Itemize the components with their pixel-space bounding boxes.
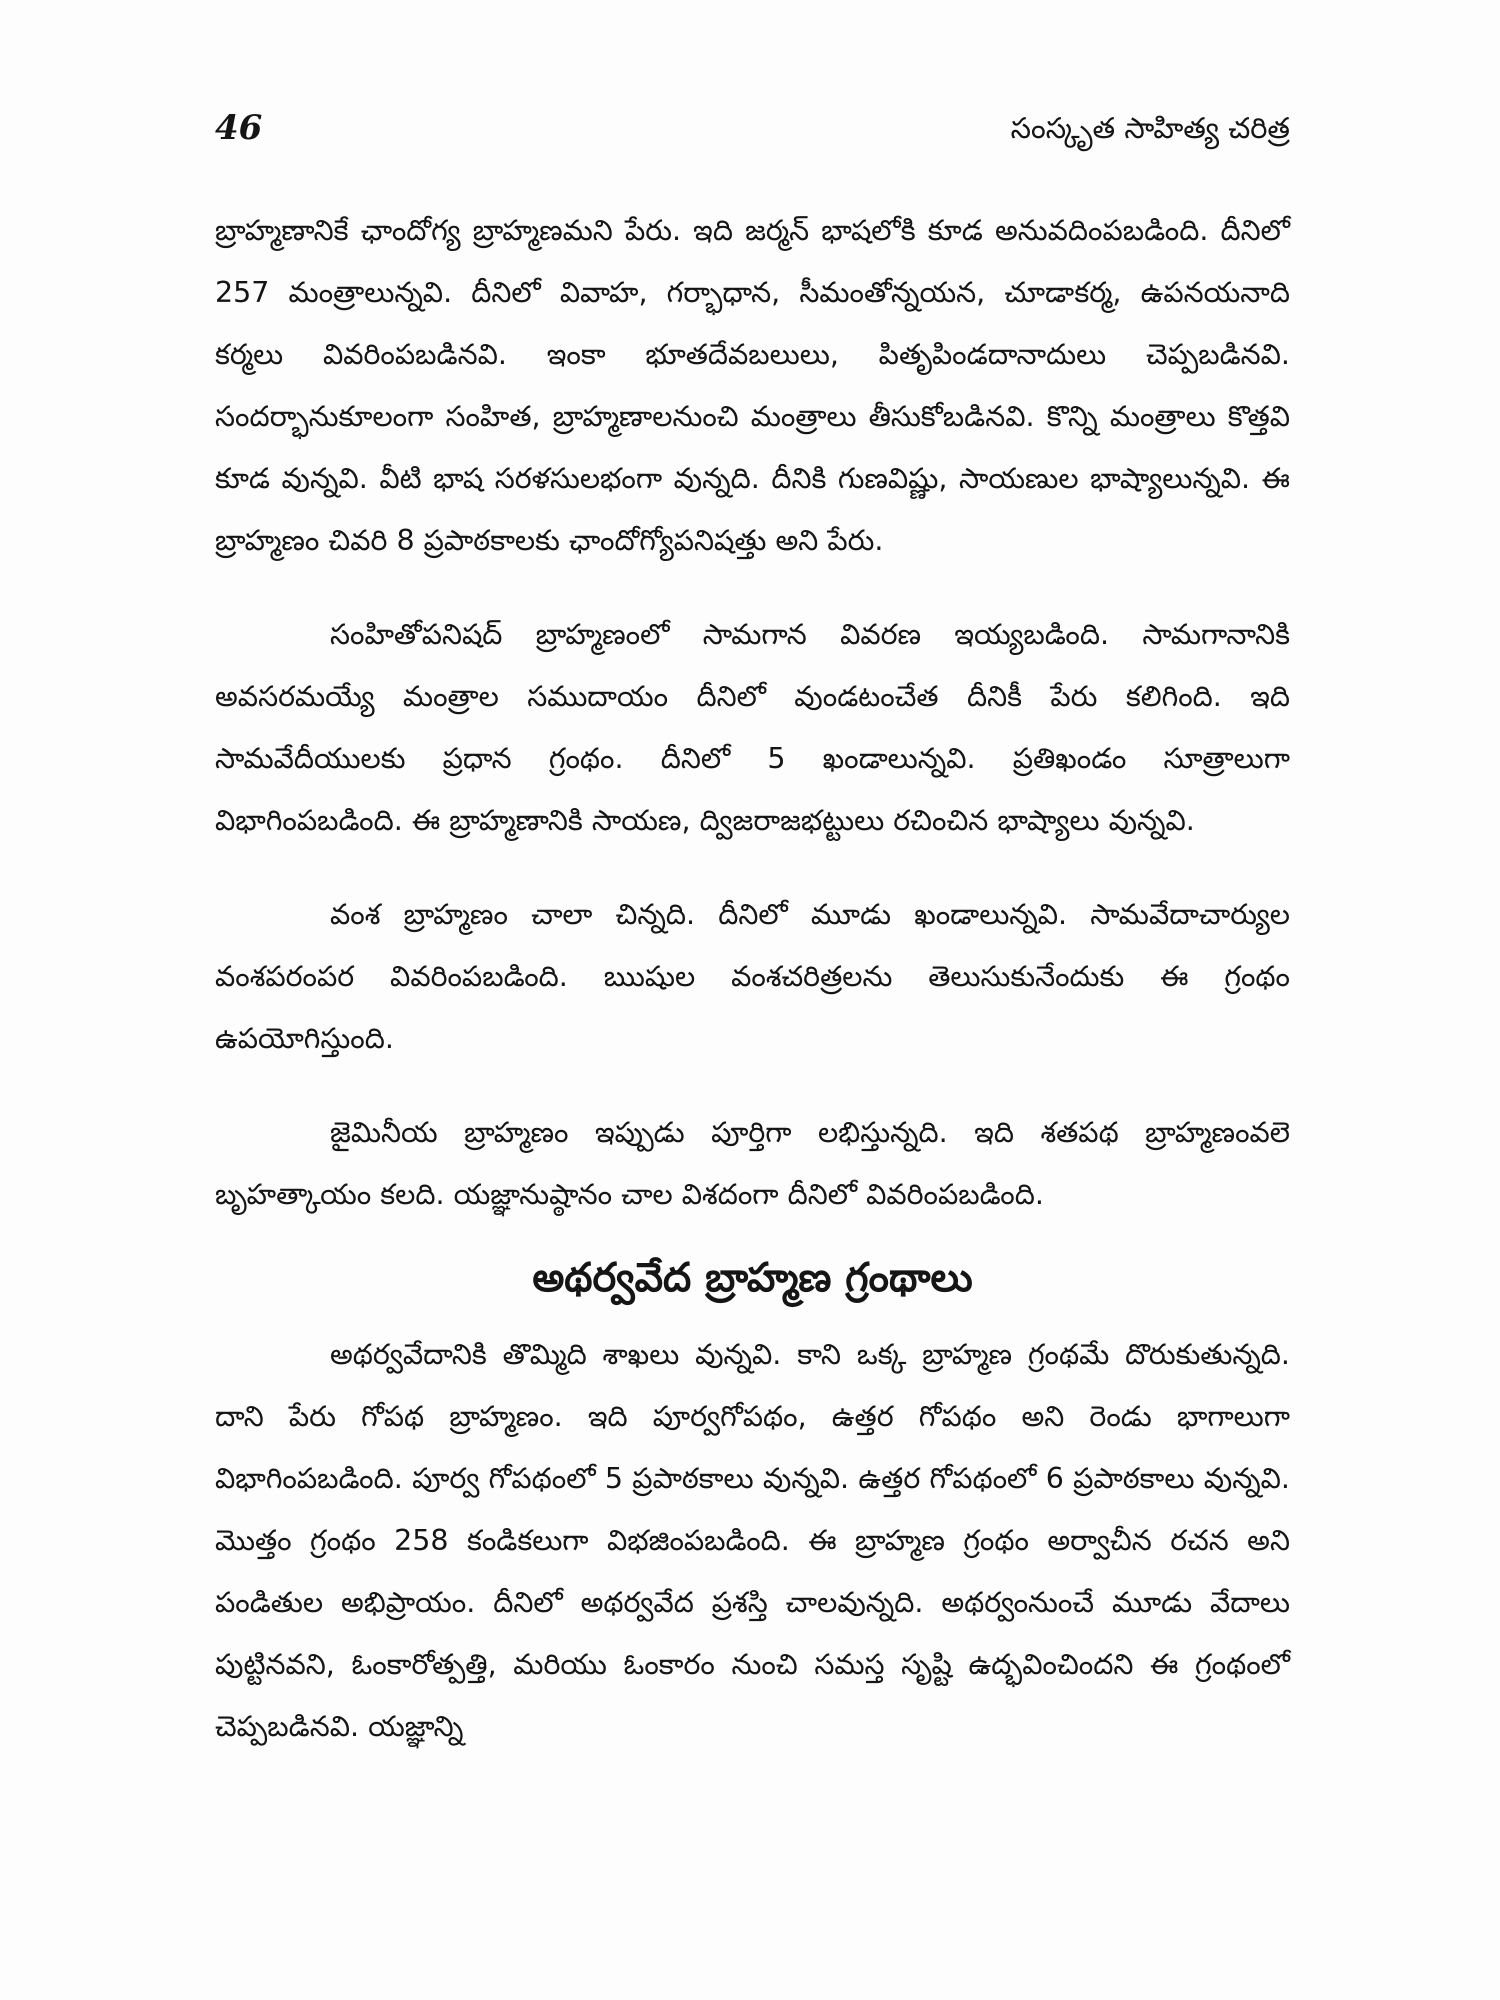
body-text <box>215 200 1290 1758</box>
paragraph-chandogya: బ్రాహ్మణానికే ఛాందోగ్య బ్రాహ్మణమని పేరు. ఇది జర్మన్ భాషలోకి కూడ అనువదింపబడింది. దీనిలో 257 మంత్రాలున్నవి. దీనిలో వివాహ, గర్భాధాన, సీమంతోన్నయన, చూడాకర్మ, ఉపనయనాది కర్మలు వివరింపబడినవి. ఇంకా భూతదేవబలులు, పితృపిండదానాదులు చెప్పబడినవి. సందర్భానుకూలంగా సంహిత, బ్రాహ్మణాలనుంచి మంత్రాలు తీసుకోబడినవి. కొన్ని మంత్రాలు కొత్తవి కూడ వున్నవి. వీటి భాష సరళసులభంగా వున్నది. దీనికి గుణవిష్ణు, సాయణుల భాష్యాలున్నవి. ఈ బ్రాహ్మణం చివరి 8 ప్రపాఠకాలకు ఛాందోగ్యోపనిషత్తు అని పేరు. <box>215 214 1290 557</box>
section-heading: అథర్వవేద బ్రాహ్మణ గ్రంథాలు <box>532 1255 973 1301</box>
paragraph-samhitopanishad: సంహితోపనిషద్ బ్రాహ్మణంలో సామగాన వివరణ ఇయ్యబడింది. సామగానానికి అవసరమయ్యే మంత్రాల సముదాయం దీనిలో వుండటంచేత దీనికీ పేరు కలిగింది. ఇది సామవేదీయులకు ప్రధాన గ్రంథం. దీనిలో 5 ఖండాలున్నవి. ప్రతిఖండం సూత్రాలుగా విభాగింపబడింది. ఈ బ్రాహ్మణానికి సాయణ, ద్విజరాజభట్టులు రచించిన భాష్యాలు వున్నవి. <box>215 618 1290 837</box>
page-header <box>215 108 1290 158</box>
paragraph-vamsha: వంశ బ్రాహ్మణం చాలా చిన్నది. దీనిలో మూడు ఖండాలున్నవి. సామవేదాచార్యుల వంశపరంపర వివరింపబడింది. ఋషుల వంశచరిత్రలను తెలుసుకునేందుకు ఈ గ్రంథం ఉపయోగిస్తుంది. <box>215 898 1290 1055</box>
paragraph-jaiminiya: జైమినీయ బ్రాహ్మణం ఇప్పుడు పూర్తిగా లభిస్తున్నది. ఇది శతపథ బ్రాహ్మణంవలె బృహత్కాయం కలది. యజ్ఞానుష్ఠానం చాల విశదంగా దీనిలో వివరింపబడింది. <box>215 1116 1290 1211</box>
running-title: సంస్కృత సాహిత్య చరిత్ర <box>1010 111 1290 145</box>
paragraph-atharva: అథర్వవేదానికి తొమ్మిది శాఖలు వున్నవి. కాని ఒక్క బ్రాహ్మణ గ్రంథమే దొరుకుతున్నది. దాని పేరు గోపథ బ్రాహ్మణం. ఇది పూర్వగోపథం, ఉత్తర గోపథం అని రెండు భాగాలుగా విభాగింపబడింది. పూర్వ గోపథంలో 5 ప్రపాఠకాలు వున్నవి. ఉత్తర గోపథంలో 6 ప్రపాఠకాలు వున్నవి. మొత్తం గ్రంథం 258 కండికలుగా విభజింపబడింది. ఈ బ్రాహ్మణ గ్రంథం అర్వాచీన రచన అని పండితుల అభిప్రాయం. దీనిలో అథర్వవేద ప్రశస్తి చాలవున్నది. అథర్వంనుంచే మూడు వేదాలు పుట్టినవని, ఓంకారోత్పత్తి, మరియు ఓంకారం నుంచి సమస్త సృష్టి ఉద్భవించిందని ఈ గ్రంథంలో చెప్పబడినవి. యజ్ఞాన్ని <box>215 1338 1290 1743</box>
page-number: 46 <box>215 108 263 148</box>
